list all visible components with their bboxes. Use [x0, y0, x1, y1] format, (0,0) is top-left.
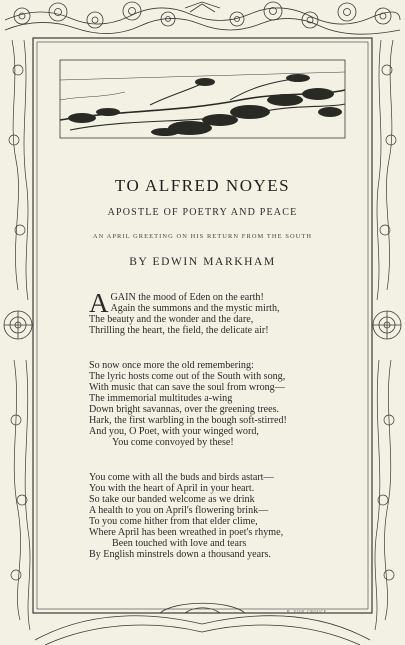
poem-line: Where April has been wreathed in poet's rhyme, — [89, 527, 284, 538]
artist-signature: B. VIGE CROUCE — [287, 609, 327, 614]
top-floral-garland — [5, 2, 400, 34]
poem-line: With music that can save the soul from wrong— — [89, 382, 285, 393]
poem-line: You come convoyed by these! — [112, 437, 234, 448]
stanza-1 — [89, 288, 280, 336]
drop-cap: A — [89, 288, 109, 318]
stanza-3 — [89, 472, 283, 560]
poem-line: The immemorial multitudes a-wing — [89, 393, 233, 404]
poem-line: And you, O Poet, with your winged word, — [89, 426, 259, 437]
right-vine — [375, 40, 396, 630]
poem-line: Thrilling the heart, the field, the delicate air! — [89, 325, 269, 336]
poem-title: TO ALFRED NOYES — [114, 176, 291, 195]
poem-line: By English minstrels down a thousand years. — [89, 549, 271, 560]
poem-line: You with the heart of April in your heart. — [89, 483, 255, 494]
left-vine — [9, 40, 30, 630]
poem-line: You come with all the buds and birds astart— — [89, 472, 274, 483]
stanza-2 — [89, 360, 287, 448]
poem-byline: BY EDWIN MARKHAM — [129, 256, 276, 268]
poem-line: Again the summons and the mystic mirth, — [110, 303, 280, 314]
poem-line: GAIN the mood of Eden on the earth! — [110, 292, 264, 303]
poem-line: Down bright savannas, over the greening trees. — [89, 404, 280, 415]
poem-subtitle: APOSTLE OF POETRY AND PEACE — [107, 207, 298, 218]
poem-line: The beauty and the wonder and the dare, — [89, 314, 254, 325]
poem-body — [89, 288, 287, 560]
right-rosette — [373, 311, 401, 339]
left-rosette — [4, 311, 32, 339]
poem-line: A health to you on April's flowering brink— — [89, 505, 269, 516]
poem-line: To you come hither from that elder clime, — [89, 516, 258, 527]
poem-line: Hark, the first warbling in the bough soft-stirred! — [89, 415, 287, 426]
poem-line: The lyric hosts come out of the South with song, — [89, 371, 286, 382]
poem-greeting: AN APRIL GREETING ON HIS RETURN FROM THE SOUTH — [92, 233, 313, 240]
poem-line: So take our banded welcome as we drink — [89, 494, 255, 505]
poem-line: So now once more the old remembering: — [89, 360, 254, 371]
poem-line: Been touched with love and tears — [112, 538, 247, 549]
pine-branches-illustration — [60, 60, 345, 138]
